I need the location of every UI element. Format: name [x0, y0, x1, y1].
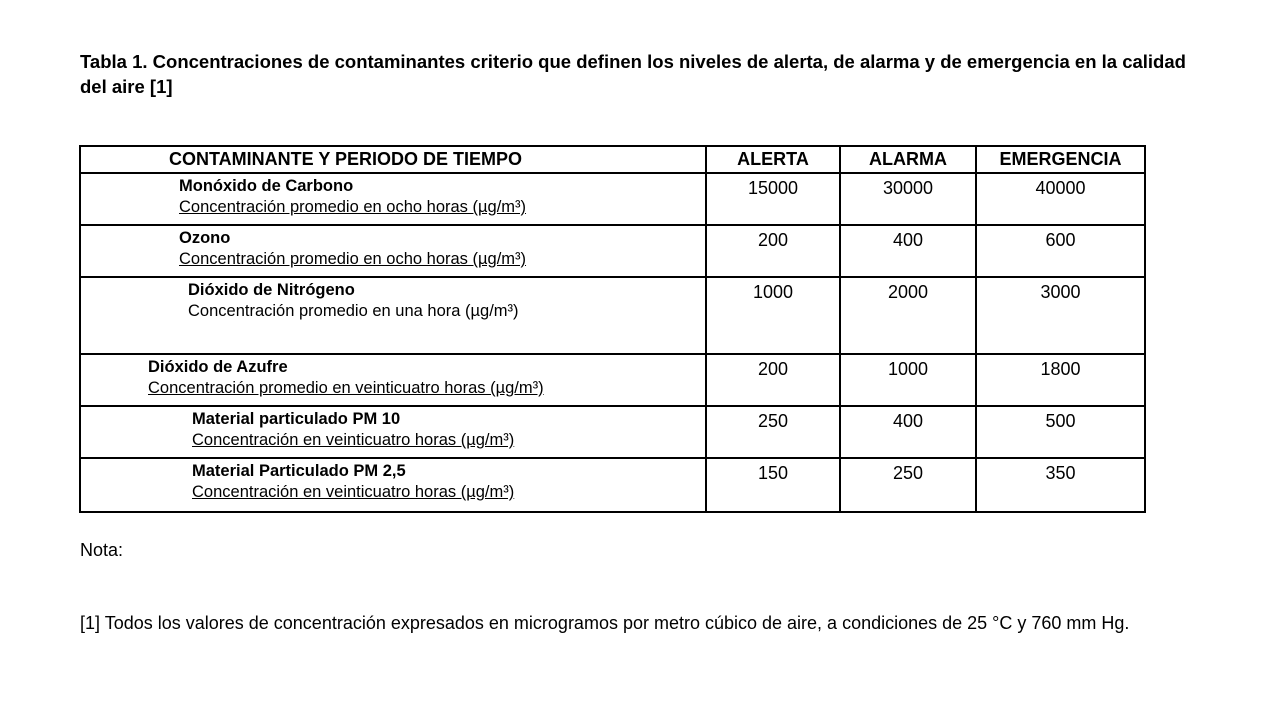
alerta-value: 1000 — [706, 277, 840, 354]
pollutant-period: Concentración promedio en una hora (µg/m³) — [188, 302, 519, 320]
header-alerta: ALERTA — [706, 146, 840, 173]
note-text: [1] Todos los valores de concentración expresados en microgramos por metro cúbico de aire, a condiciones de 25 °C y 760 mm Hg. — [80, 613, 1130, 633]
alerta-value: 250 — [706, 406, 840, 458]
table-header-row — [80, 146, 1145, 173]
emergencia-value: 350 — [976, 458, 1145, 512]
note-title: Nota: — [80, 540, 124, 560]
pollutant-name: Material Particulado PM 2,5 — [192, 462, 406, 480]
pollutant-cell — [80, 225, 706, 277]
alarma-value: 30000 — [840, 173, 976, 225]
table-row — [80, 277, 1145, 354]
table-caption: Tabla 1. Concentraciones de contaminantes criterio que definen los niveles de alerta, de alarma y de emergencia en la calidad del aire [1] — [80, 51, 1186, 97]
pollutant-period: Concentración promedio en ocho horas (µg/m³) — [179, 250, 527, 268]
pollutant-cell — [80, 354, 706, 406]
pollutant-levels-table — [79, 145, 1146, 513]
emergencia-value: 500 — [976, 406, 1145, 458]
header-alarma: ALARMA — [840, 146, 976, 173]
alarma-value: 2000 — [840, 277, 976, 354]
emergencia-value: 1800 — [976, 354, 1145, 406]
alarma-value: 1000 — [840, 354, 976, 406]
pollutant-period: Concentración en veinticuatro horas (µg/m³) — [192, 431, 515, 449]
alarma-value: 250 — [840, 458, 976, 512]
table-row — [80, 458, 1145, 512]
pollutant-cell — [80, 277, 706, 354]
emergencia-value: 3000 — [976, 277, 1145, 354]
pollutant-cell — [80, 173, 706, 225]
emergencia-value: 40000 — [976, 173, 1145, 225]
pollutant-cell — [80, 406, 706, 458]
table-row — [80, 406, 1145, 458]
header-emergencia: EMERGENCIA — [976, 146, 1145, 173]
pollutant-period: Concentración en veinticuatro horas (µg/m³) — [192, 483, 515, 501]
table-row — [80, 173, 1145, 225]
pollutant-name: Dióxido de Azufre — [148, 358, 288, 376]
pollutant-name: Material particulado PM 10 — [192, 410, 401, 428]
alarma-value: 400 — [840, 406, 976, 458]
header-contaminante: CONTAMINANTE Y PERIODO DE TIEMPO — [80, 146, 706, 173]
pollutant-period: Concentración promedio en ocho horas (µg/m³) — [179, 198, 527, 216]
pollutant-name: Monóxido de Carbono — [179, 177, 354, 195]
pollutant-cell — [80, 458, 706, 512]
pollutant-name: Dióxido de Nitrógeno — [188, 281, 355, 299]
alarma-value: 400 — [840, 225, 976, 277]
alerta-value: 200 — [706, 225, 840, 277]
pollutant-period: Concentración promedio en veinticuatro horas (µg/m³) — [148, 379, 544, 397]
emergencia-value: 600 — [976, 225, 1145, 277]
alerta-value: 200 — [706, 354, 840, 406]
alerta-value: 15000 — [706, 173, 840, 225]
alerta-value: 150 — [706, 458, 840, 512]
table-row — [80, 354, 1145, 406]
pollutant-name: Ozono — [179, 229, 231, 247]
table-row — [80, 225, 1145, 277]
